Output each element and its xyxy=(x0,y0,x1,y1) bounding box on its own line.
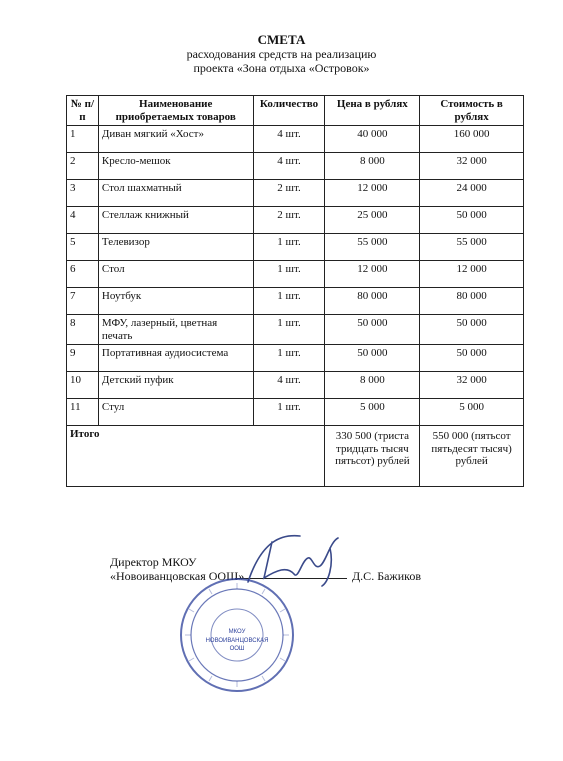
header-sum: Стоимость в рублях xyxy=(420,96,524,126)
title-line-1: СМЕТА xyxy=(257,32,306,47)
row-item-name: Ноутбук xyxy=(98,288,253,315)
row-num: 10 xyxy=(67,372,99,399)
total-row xyxy=(67,426,524,487)
header-name: Наименование приобретаемых товаров xyxy=(98,96,253,126)
row-total: 55 000 xyxy=(420,234,524,261)
table-row xyxy=(67,288,524,315)
director-position: Директор МКОУ xyxy=(110,555,197,569)
row-num: 11 xyxy=(67,399,99,426)
header-price: Цена в рублях xyxy=(325,96,420,126)
row-item-name: Диван мягкий «Хост» xyxy=(98,126,253,153)
row-item-name: Кресло-мешок xyxy=(98,153,253,180)
table-row xyxy=(67,345,524,372)
row-price: 8 000 xyxy=(325,372,420,399)
total-sum xyxy=(420,426,524,487)
row-item-name: Стол шахматный xyxy=(98,180,253,207)
table-row xyxy=(67,399,524,426)
table-row xyxy=(67,180,524,207)
row-num: 1 xyxy=(67,126,99,153)
row-num: 9 xyxy=(67,345,99,372)
row-price: 12 000 xyxy=(325,180,420,207)
row-item-name: Стеллаж книжный xyxy=(98,207,253,234)
row-num: 5 xyxy=(67,234,99,261)
table-row xyxy=(67,153,524,180)
director-name: Д.С. Бажиков xyxy=(352,569,422,583)
estimate-table xyxy=(66,95,524,487)
row-price: 5 000 xyxy=(325,399,420,426)
row-price: 8 000 xyxy=(325,153,420,180)
header-qty: Количество xyxy=(253,96,325,126)
row-item-name: Телевизор xyxy=(98,234,253,261)
row-quantity: 1 шт. xyxy=(253,399,325,426)
row-total: 80 000 xyxy=(420,288,524,315)
total-price-text: 330 500 (триста тридцать тысяч пятьсот) рублей xyxy=(335,430,410,467)
title-line-2: расходования средств на реализацию xyxy=(186,47,377,61)
row-num: 7 xyxy=(67,288,99,315)
document-title xyxy=(0,33,563,75)
row-num: 8 xyxy=(67,315,99,345)
row-total: 32 000 xyxy=(420,372,524,399)
row-item-name: Детский пуфик xyxy=(98,372,253,399)
total-price xyxy=(325,426,420,487)
row-price: 50 000 xyxy=(325,345,420,372)
row-price: 40 000 xyxy=(325,126,420,153)
row-total: 5 000 xyxy=(420,399,524,426)
svg-text:НОВОИВАНЦОВСКАЯ: НОВОИВАНЦОВСКАЯ xyxy=(205,638,269,644)
row-quantity: 1 шт. xyxy=(253,288,325,315)
total-label: Итого xyxy=(67,426,325,487)
table-row xyxy=(67,207,524,234)
row-price: 80 000 xyxy=(325,288,420,315)
row-quantity: 1 шт. xyxy=(253,261,325,288)
row-quantity: 4 шт. xyxy=(253,153,325,180)
title-line-3: проекта «Зона отдыха «Островок» xyxy=(193,61,370,75)
total-sum-text: 550 000 (пятьсот пятьдесят тысяч) рублей xyxy=(431,430,512,467)
row-total: 160 000 xyxy=(420,126,524,153)
header-num: № п/п xyxy=(67,96,99,126)
row-total: 50 000 xyxy=(420,207,524,234)
row-price: 12 000 xyxy=(325,261,420,288)
row-total: 50 000 xyxy=(420,345,524,372)
row-item-name: Стул xyxy=(98,399,253,426)
row-price: 55 000 xyxy=(325,234,420,261)
director-org: «Новоиванцовская ООШ» xyxy=(110,569,245,583)
row-total: 50 000 xyxy=(420,315,524,345)
row-num: 6 xyxy=(67,261,99,288)
table-row xyxy=(67,126,524,153)
svg-text:ООШ: ООШ xyxy=(229,646,245,652)
row-quantity: 4 шт. xyxy=(253,372,325,399)
row-quantity: 2 шт. xyxy=(253,180,325,207)
table-row xyxy=(67,372,524,399)
table-row xyxy=(67,261,524,288)
row-item-name: Портативная аудиосистема xyxy=(98,345,253,372)
row-total: 24 000 xyxy=(420,180,524,207)
row-num: 4 xyxy=(67,207,99,234)
row-item-name: МФУ, лазерный, цветная печать xyxy=(98,315,253,345)
row-quantity: 4 шт. xyxy=(253,126,325,153)
organization-stamp xyxy=(177,575,297,695)
row-price: 50 000 xyxy=(325,315,420,345)
row-item-name: Стол xyxy=(98,261,253,288)
row-quantity: 2 шт. xyxy=(253,207,325,234)
row-price: 25 000 xyxy=(325,207,420,234)
row-num: 3 xyxy=(67,180,99,207)
row-total: 32 000 xyxy=(420,153,524,180)
row-total: 12 000 xyxy=(420,261,524,288)
row-quantity: 1 шт. xyxy=(253,234,325,261)
row-num: 2 xyxy=(67,153,99,180)
table-row xyxy=(67,315,524,345)
row-quantity: 1 шт. xyxy=(253,345,325,372)
svg-text:МКОУ: МКОУ xyxy=(228,629,246,635)
row-quantity: 1 шт. xyxy=(253,315,325,345)
table-row xyxy=(67,234,524,261)
table-header-row xyxy=(67,96,524,126)
